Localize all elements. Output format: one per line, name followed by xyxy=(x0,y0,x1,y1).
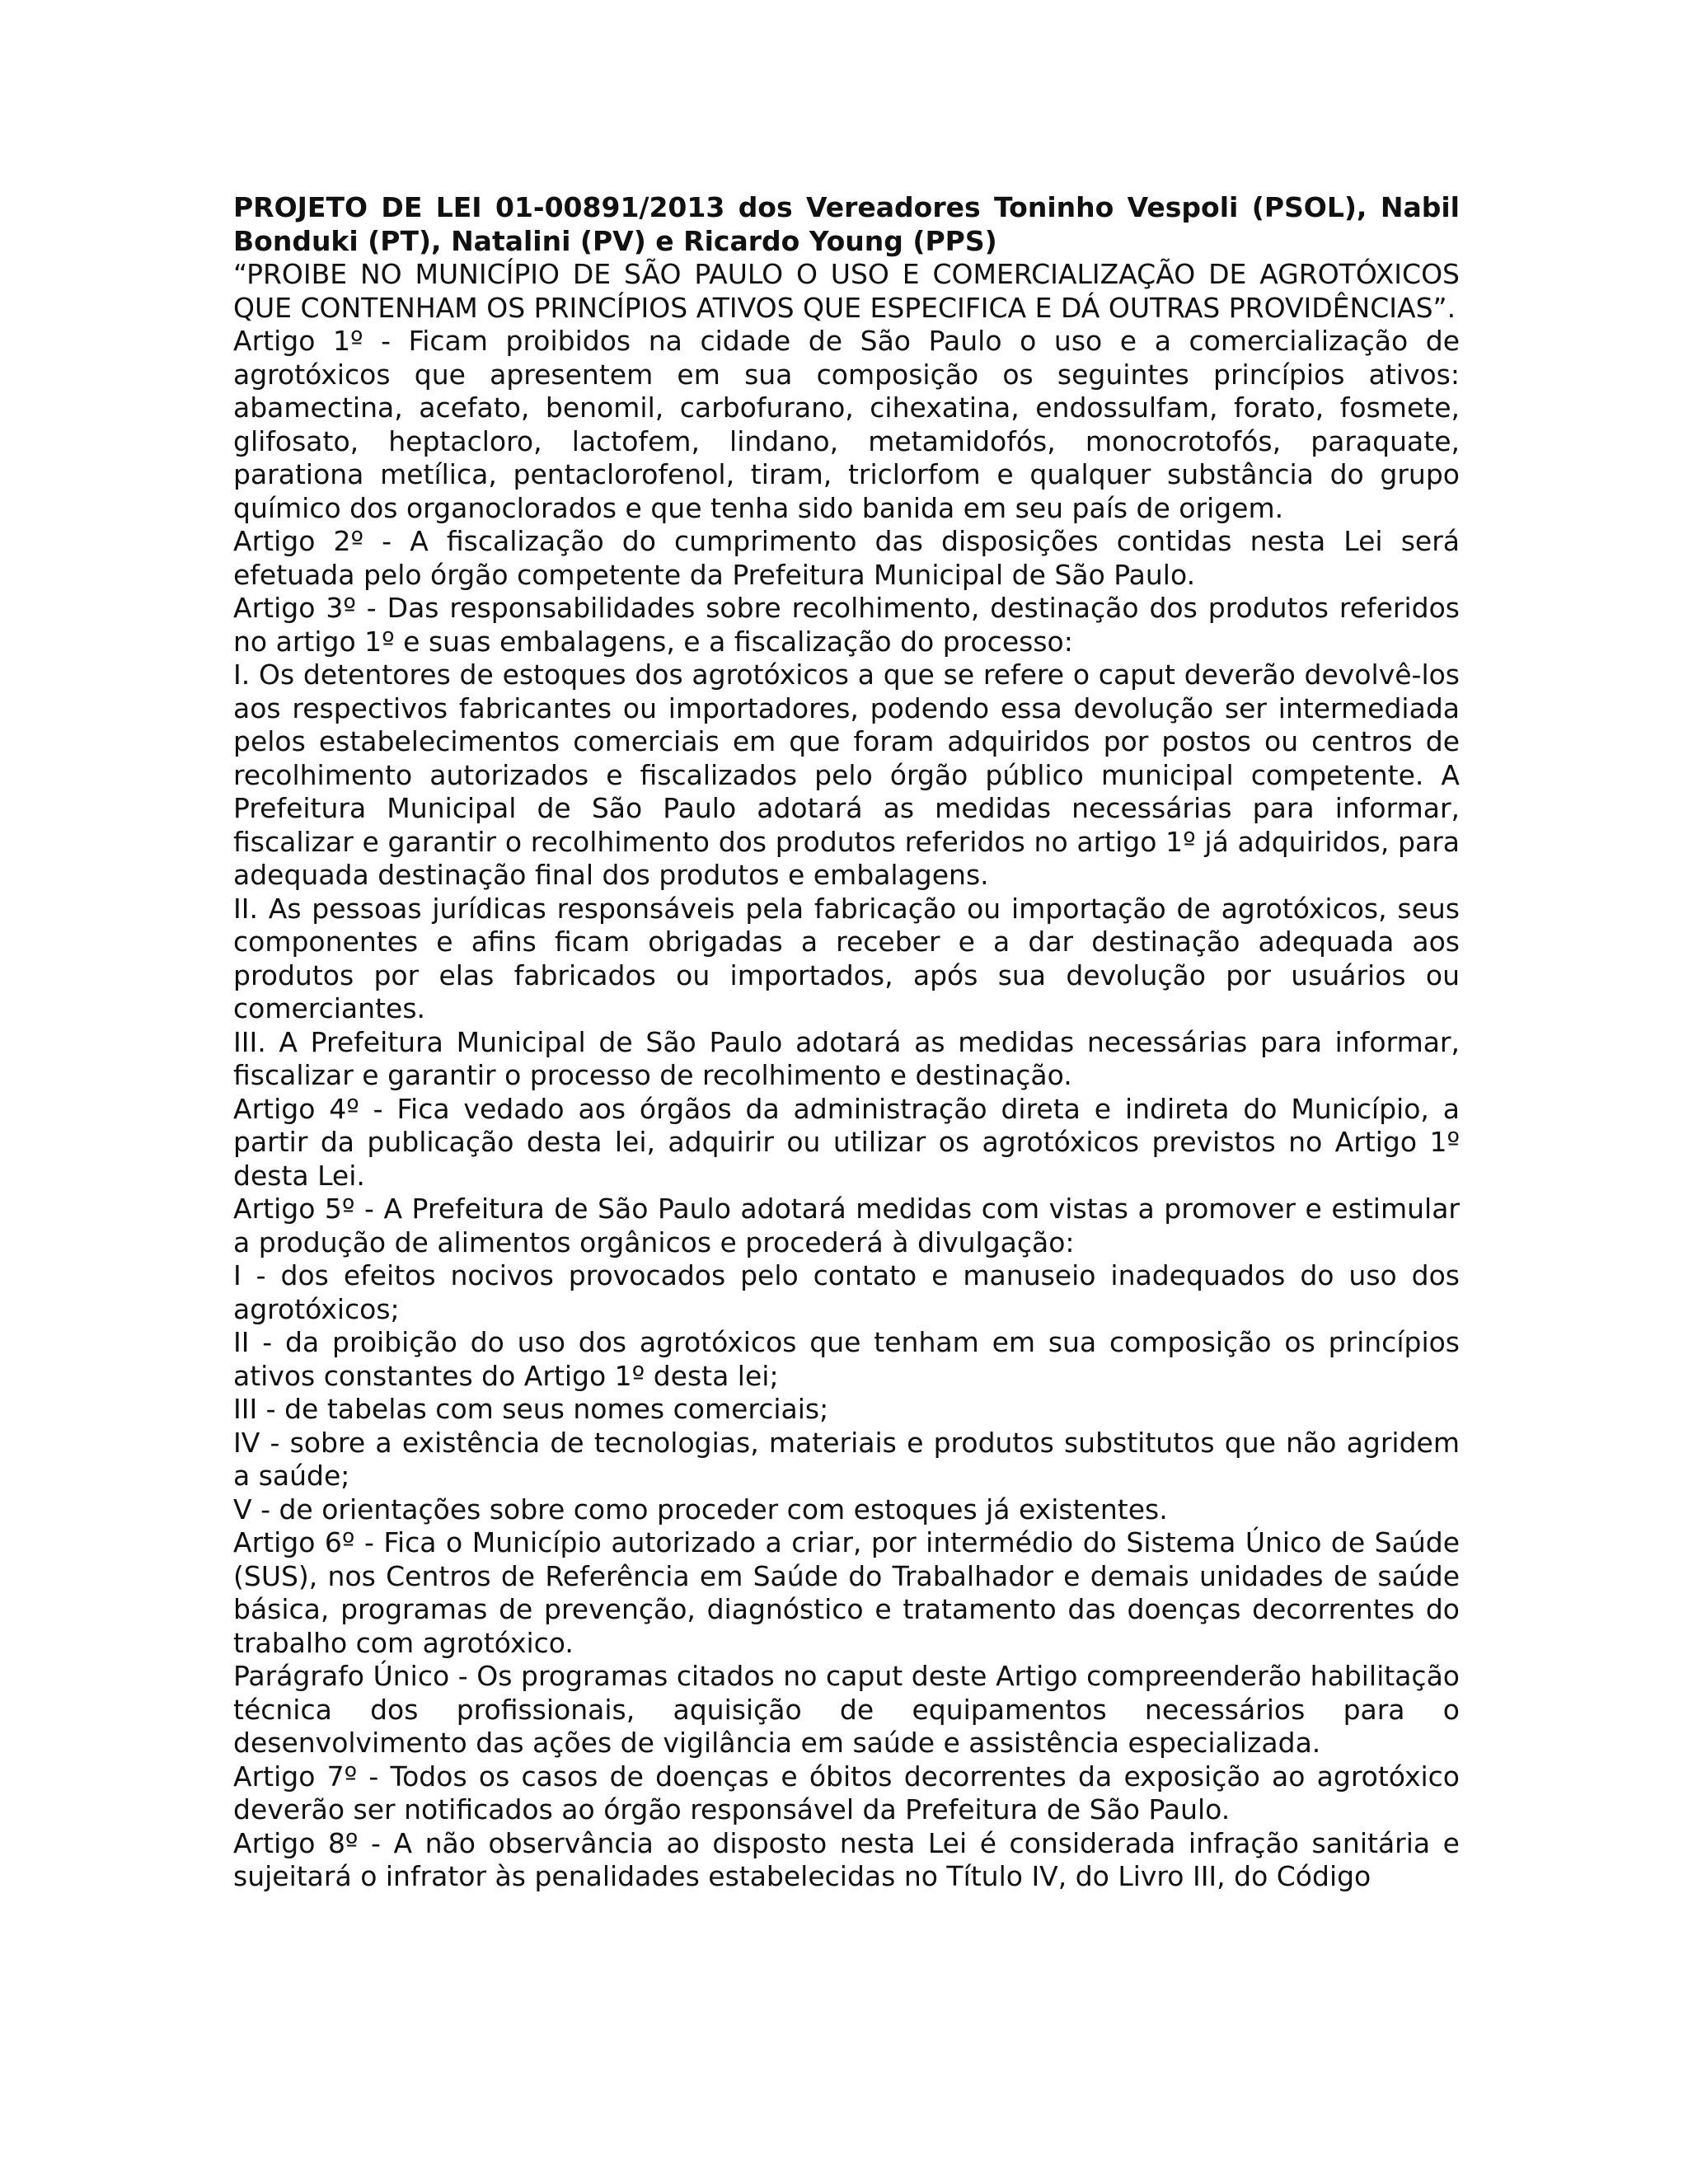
artigo-7: Artigo 7º - Todos os casos de doenças e óbitos decorrentes da exposição ao agrotóxico deverão ser notificados ao órgão responsável da Prefeitura de São Paulo. xyxy=(233,1760,1460,1825)
artigo-5-inciso-4: IV - sobre a existência de tecnologias, materiais e produtos substitutos que não agridem a saúde; xyxy=(233,1426,1460,1492)
artigo-5-inciso-1: I - dos efeitos nocivos provocados pelo contato e manuseio inadequados do uso dos agrotóxicos; xyxy=(233,1259,1460,1325)
document-page xyxy=(233,191,1460,1894)
artigo-5: Artigo 5º - A Prefeitura de São Paulo adotará medidas com vistas a promover e estimular a produção de alimentos orgânicos e procederá à divulgação: xyxy=(233,1193,1460,1258)
artigo-6-paragrafo-unico: Parágrafo Único - Os programas citados no caput deste Artigo compreenderão habilitação técnica dos profissionais, aquisição de equipamentos necessários para o desenvolvimento das ações de vigilância em saúde e assistência especializada. xyxy=(233,1660,1460,1759)
artigo-8: Artigo 8º - A não observância ao disposto nesta Lei é considerada infração sanitária e sujeitará o infrator às penalidades estabelecidas no Título IV, do Livro III, do Código xyxy=(233,1826,1460,1892)
artigo-5-inciso-2: II - da proibição do uso dos agrotóxicos que tenham em sua composição os princípios ativos constantes do Artigo 1º desta lei; xyxy=(233,1326,1460,1392)
artigo-3: Artigo 3º - Das responsabilidades sobre recolhimento, destinação dos produtos referidos no artigo 1º e suas embalagens, e a fiscalização do processo: xyxy=(233,592,1460,658)
artigo-3-inciso-1: I. Os detentores de estoques dos agrotóxicos a que se refere o caput deverão devolvê-los aos respectivos fabricantes ou importadores, podendo essa devolução ser intermediada pelos estabelecimentos comerciais em que foram adquiridos por postos ou centros de recolhimento autorizados e fiscalizados pelo órgão público municipal competente. A Prefeitura Municipal de São Paulo adotará as medidas necessárias para informar, fiscalizar e garantir o recolhimento dos produtos referidos no artigo 1º já adquiridos, para adequada destinação final dos produtos e embalagens. xyxy=(233,658,1460,891)
artigo-6: Artigo 6º - Fica o Município autorizado a criar, por intermédio do Sistema Único de Saúde (SUS), nos Centros de Referência em Saúde do Trabalhador e demais unidades de saúde básica, programas de prevenção, diagnóstico e tratamento das doenças decorrentes do trabalho com agrotóxico. xyxy=(233,1526,1460,1659)
document-title: PROJETO DE LEI 01-00891/2013 dos Vereadores Toninho Vespoli (PSOL), Nabil Bonduki (PT), Natalini (PV) e Ricardo Young (PPS) xyxy=(233,191,1460,257)
artigo-2: Artigo 2º - A fiscalização do cumprimento das disposições contidas nesta Lei será efetuada pelo órgão competente da Prefeitura Municipal de São Paulo. xyxy=(233,525,1460,591)
artigo-5-inciso-5: V - de orientações sobre como proceder com estoques já existentes. xyxy=(233,1493,1168,1526)
artigo-4: Artigo 4º - Fica vedado aos órgãos da administração direta e indireta do Município, a partir da publicação desta lei, adquirir ou utilizar os agrotóxicos previstos no Artigo 1º desta Lei. xyxy=(233,1092,1460,1192)
document-ementa: “PROIBE NO MUNICÍPIO DE SÃO PAULO O USO E COMERCIALIZAÇÃO DE AGROTÓXICOS QUE CONTENHAM OS PRINCÍPIOS ATIVOS QUE ESPECIFICA E DÁ OUTRAS PROVIDÊNCIAS”. xyxy=(233,258,1460,324)
artigo-1: Artigo 1º - Ficam proibidos na cidade de São Paulo o uso e a comercialização de agrotóxicos que apresentem em sua composição os seguintes princípios ativos: abamectina, acefato, benomil, carbofurano, cihexatina, endossulfam, forato, fosmete, glifosato, heptacloro, lactofem, lindano, metamidofós, monocrotofós, paraquate, parationa metílica, pentaclorofenol, tiram, triclorfom e qualquer substância do grupo químico dos organoclorados e que tenha sido banida em seu país de origem. xyxy=(233,325,1460,524)
artigo-3-inciso-2: II. As pessoas jurídicas responsáveis pela fabricação ou importação de agrotóxicos, seus componentes e afins ficam obrigadas a receber e a dar destinação adequada aos produtos por elas fabricados ou importados, após sua devolução por usuários ou comerciantes. xyxy=(233,892,1460,1024)
artigo-3-inciso-3: III. A Prefeitura Municipal de São Paulo adotará as medidas necessárias para informar, fiscalizar e garantir o processo de recolhimento e destinação. xyxy=(233,1025,1460,1091)
artigo-5-inciso-3: III - de tabelas com seus nomes comerciais; xyxy=(233,1393,829,1425)
